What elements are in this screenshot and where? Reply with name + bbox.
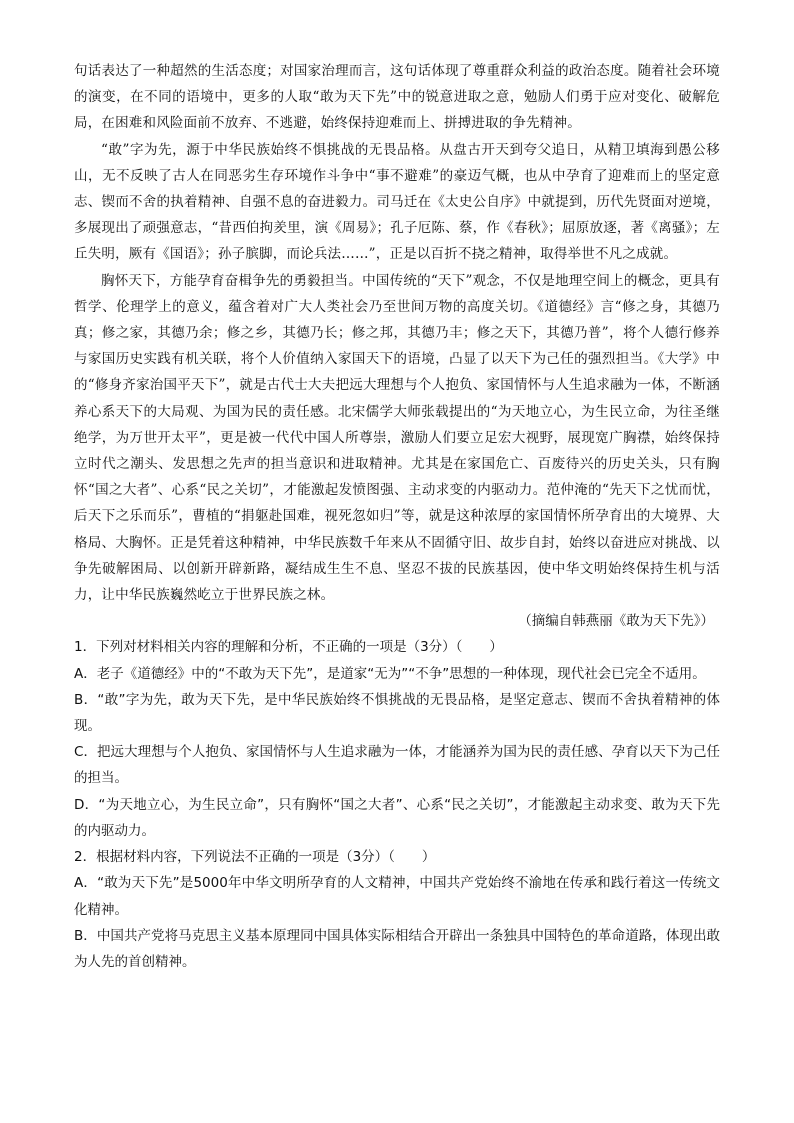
reading-passage (74, 58, 720, 608)
question-list (74, 634, 720, 975)
question-item (74, 844, 720, 975)
document-page (74, 58, 720, 975)
question-option: B．“敢”字为先，敢为天下先，是中华民族始终不惧挑战的无畏品格，是坚定意志、锲而不舍执着精神的体现。 (74, 691, 720, 735)
question-item (74, 634, 720, 844)
question-option: A．老子《道德经》中的“不敢为天下先”，是道家“无为”“不争”思想的一种体现，现代社会已完全不适用。 (74, 665, 706, 682)
question-stem: 2．根据材料内容，下列说法不正确的一项是（3分）（ ） (74, 849, 436, 866)
passage-source: （摘编自韩燕丽《敢为天下先》） (518, 613, 714, 630)
question-option: B．中国共产党将马克思主义基本原理同中国具体实际相结合开辟出一条独具中国特色的革命道路，体现出敢为人先的首创精神。 (74, 927, 720, 970)
question-stem: 1．下列对材料相关内容的理解和分析，不正确的一项是（3分）（ ） (74, 639, 503, 656)
passage-paragraph: 句话表达了一种超然的生活态度；对国家治理而言，这句话体现了尊重群众利益的政治态度。随着社会环境的演变，在不同的语境中，更多的人取“敢为天下先”中的锐意进取之意，勉励人们勇于应对变化、破解危局，在困难和风险面前不放弃、不逃避，始终保持迎难而上、拼搏进取的争先精神。 (74, 63, 720, 132)
question-option: D．“为天地立心，为生民立命”，只有胸怀“国之大者”、心系“民之关切”，才能激起主动求变、敢为天下先的内驱动力。 (74, 796, 720, 839)
question-option: A．“敢为天下先”是5000年中华文明所孕育的人文精神，中国共产党始终不渝地在传承和践行着这一传统文化精神。 (74, 875, 720, 918)
question-option: C．把远大理想与个人抱负、家国情怀与人生追求融为一体，才能涵养为国为民的责任感、孕育以天下为己任的担当。 (74, 744, 720, 787)
passage-paragraph: 胸怀天下，方能孕育奋楫争先的勇毅担当。中国传统的“天下”观念，不仅是地理空间上的概念，更具有哲学、伦理学上的意义，蕴含着对广大人类社会乃至世间万物的高度关切。《道德经》言“修之身，其德乃真；修之家，其德乃余；修之乡，其德乃长；修之邦，其德乃丰；修之天下，其德乃普”，将个人德行修养与家国历史实践有机关联，将个人价值纳入家国天下的语境，凸显了以天下为己任的强烈担当。《大学》中的“修身齐家治国平天下”，就是古代士大夫把远大理想与个人抱负、家国情怀与人生追求融为一体，不断涵养心系天下的大局观、为国为民的责任感。北宋儒学大师张载提出的“为天地立心，为生民立命，为往圣继绝学，为万世开太平”，更是被一代代中国人所尊崇，激励人们要立足宏大视野，展现宽广胸襟，始终保持立时代之潮头、发思想之先声的担当意识和进取精神。尤其是在家国危亡、百废待兴的历史关头，只有胸怀“国之大者”、心系“民之关切”，才能激起发愤图强、主动求变的内驱动力。范仲淹的“先天下之忧而忧，后天下之乐而乐”，曹植的“捐躯赴国难，视死忽如归”等，就是这种浓厚的家国情怀所孕育出的大境界、大格局、大胸怀。正是凭着这种精神，中华民族数千年来从不固循守旧、故步自封，始终以奋进应对挑战、以争先破解困局、以创新开辟新路，凝结成生生不息、坚忍不拔的民族基因，使中华文明始终保持生机与活力，让中华民族巍然屹立于世界民族之林。 (74, 272, 720, 604)
passage-paragraph: “敢”字为先，源于中华民族始终不惧挑战的无畏品格。从盘古开天到夸父追日，从精卫填海到愚公移山，无不反映了古人在同恶劣生存环境作斗争中“事不避难”的豪迈气概，也从中孕育了迎难而上的坚定意志、锲而不舍的执着精神、自强不息的奋进毅力。司马迁在《太史公自序》中就提到，历代先贤面对逆境，多展现出了顽强意志，“昔西伯拘羑里，演《周易》；孔子厄陈、蔡，作《春秋》；屈原放逐，著《离骚》；左丘失明，厥有《国语》；孙子膑脚，而论兵法……”，正是以百折不挠之精神，取得举世不凡之成就。 (74, 141, 720, 263)
